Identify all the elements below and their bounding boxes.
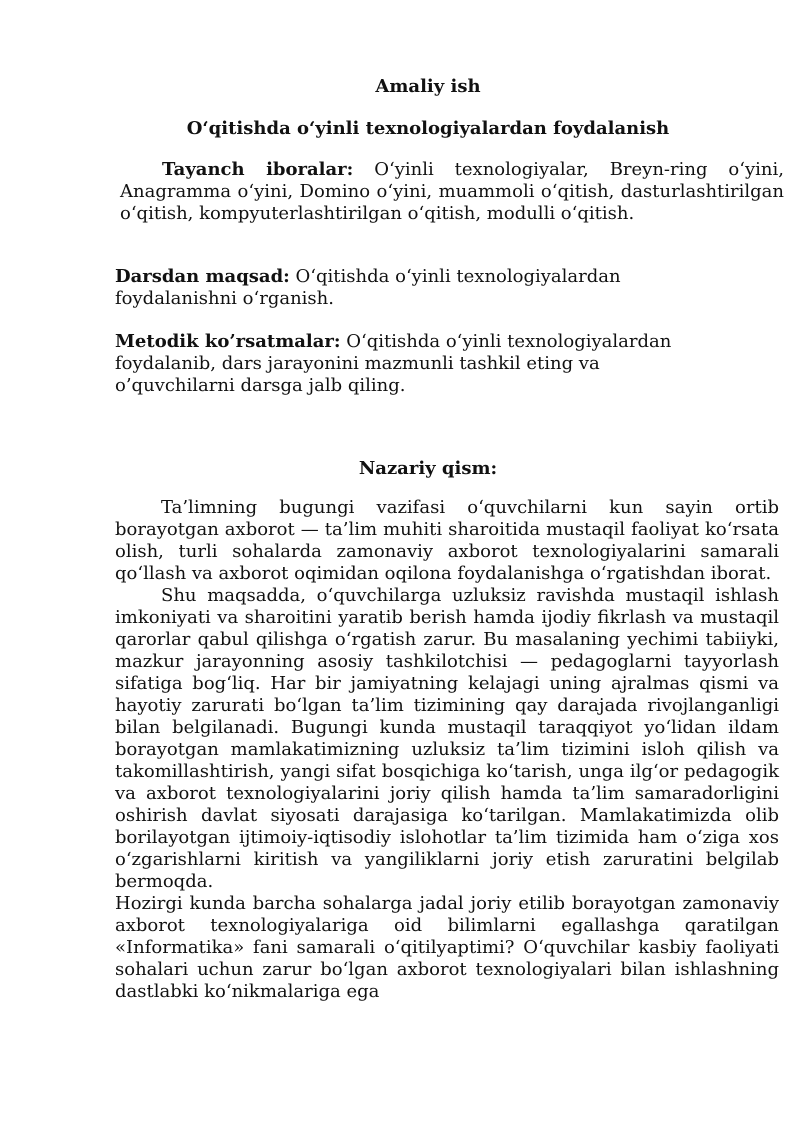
aim-text: O‘qitishda o‘yinli texnologiyalardan foydalanishni o‘rganish. — [115, 266, 621, 309]
keywords-text: O‘yinli texnologiyalar, Breyn-ring o‘yini, Anagramma o‘yini, Domino o‘yini, muammoli o‘qitish, dasturlashtirilgan o‘qitish, kompyuterlashtirilgan o‘qitish, modulli o‘qitish. — [120, 159, 784, 224]
aim-label: Darsdan maqsad: — [115, 266, 290, 287]
body-text — [115, 497, 779, 1003]
body-paragraph: Ta’limning bugungi vazifasi o‘quvchilarni kun sayin ortib borayotgan axborot — ta’lim muhiti sharoitida mustaqil faoliyat ko‘rsata olish, turli sohalarda zamonaviy axborot texnologiyalarini samarali qo‘llash va axborot oqimidan oqilona foydalanishga o‘rgatishdan iborat. — [115, 497, 779, 584]
document-title: Amaliy ish — [375, 76, 481, 97]
method-label: Metodik ko’rsatmalar: — [115, 331, 341, 352]
method-text: O‘qitishda o‘yinli texnologiyalardan foydalanib, dars jarayonini mazmunli tashkil eting va o’quvchilarni darsga jalb qiling. — [115, 331, 672, 396]
aim-paragraph — [115, 266, 675, 310]
body-paragraph: Shu maqsadda, o‘quvchilarga uzluksiz ravishda mustaqil ishlash imkoniyati va sharoitini yaratib berish hamda ijodiy fikrlash va mustaqil qarorlar qabul qilishga o‘rgatish zarur. Bu masalaning yechimi tabiiyki, mazkur jarayonning asosiy tashkilotchisi — pedagoglarni tayyorlash sifatiga bog‘liq. Har bir jamiyatning kelajagi uning ajralmas qismi va hayotiy zarurati bo‘lgan ta’lim tizimining qay darajada rivojlanganligi bilan belgilanadi. Bugungi kunda mustaqil taraqqiyot yo‘lidan ildam borayotgan mamlakatimizning uzluksiz ta’lim tizimini isloh qilish va takomillashtirish, yangi sifat bosqichiga ko‘tarish, unga ilg‘or pedagogik va axborot texnologiyalarini joriy qilish hamda ta’lim samaradorligini oshirish davlat siyosati darajasiga ko‘tarilgan. Mamlakatimizda olib borilayotgan ijtimoiy-iqtisodiy islohotlar ta’lim tizimida ham o‘ziga xos o‘zgarishlarni kiritish va yangiliklarni joriy etish zaruratini belgilab bermoqda. — [115, 585, 779, 892]
section-title: Nazariy qism: — [358, 458, 498, 479]
method-paragraph — [115, 331, 715, 397]
document-subtitle: O‘qitishda o‘yinli texnologiyalardan foydalanish — [186, 118, 670, 139]
keywords-label: Tayanch iboralar: — [162, 159, 354, 180]
keywords-paragraph — [120, 159, 784, 225]
body-paragraph: Hozirgi kunda barcha sohalarga jadal joriy etilib borayotgan zamonaviy axborot texnologiyalariga oid bilimlarni egallashga qaratilgan «Informatika» fani samarali o‘qitilyaptimi? O‘quvchilar kasbiy faoliyati sohalari uchun zarur bo‘lgan axborot texnologiyalari bilan ishlashning dastlabki ko‘nikmalariga ega — [115, 893, 779, 1002]
